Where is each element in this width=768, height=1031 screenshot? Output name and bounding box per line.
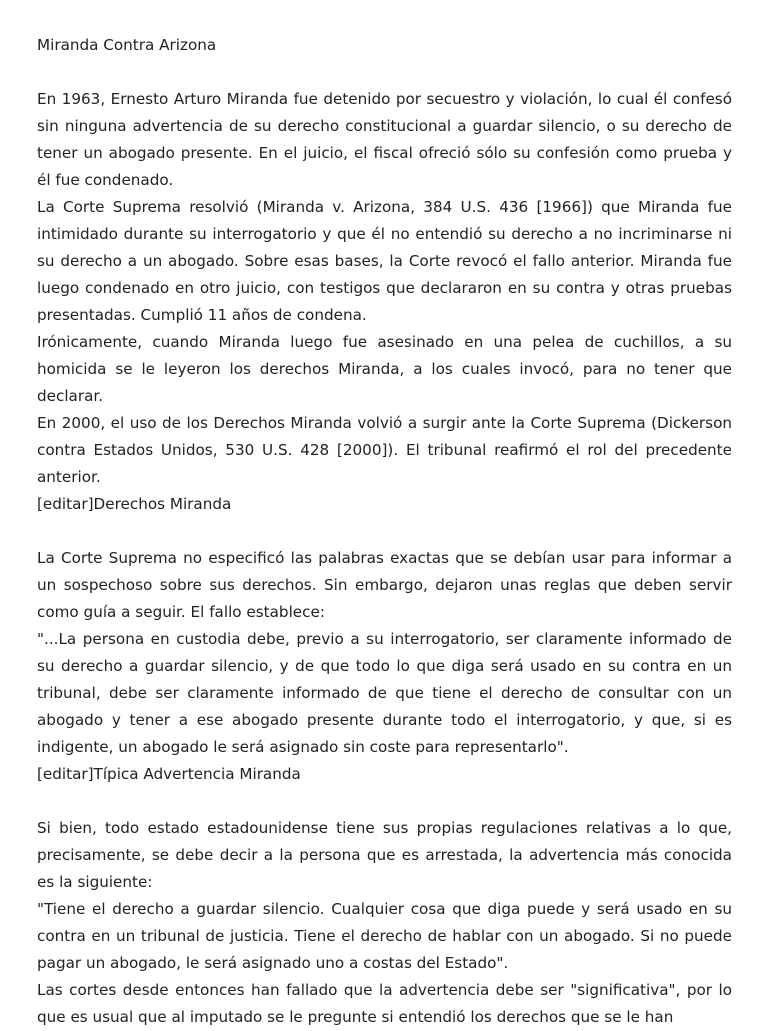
paragraph-meaningful-warning: Las cortes desde entonces han fallado que la advertencia debe ser "significativa", por lo que es usual que al imputado se le pregunte si entendió los derechos que se le han [37,981,732,1026]
paragraph-arrest: En 1963, Ernesto Arturo Miranda fue detenido por secuestro y violación, lo cual él confesó sin ninguna advertencia de su derecho constitucional a guardar silencio, o su derecho de tener un abogado presente. En el juicio, el fiscal ofreció sólo su confesión como prueba y él fue condenado. [37,90,732,189]
blank-line [37,788,732,815]
paragraph-state-regulations: Si bien, todo estado estadounidense tiene sus propias regulaciones relativas a lo que, precisamente, se debe decir a la persona que es arrestada, la advertencia más conocida es la siguiente: [37,819,732,891]
paragraph-warning-quote: "Tiene el derecho a guardar silencio. Cualquier cosa que diga puede y será usado en su contra en un tribunal de justicia. Tiene el derecho de hablar con un abogado. Si no puede pagar un abogado, le será asignado uno a costas del Estado". [37,900,732,972]
document-page [37,32,732,1031]
paragraph-supreme-court-ruling: La Corte Suprema resolvió (Miranda v. Arizona, 384 U.S. 436 [1966]) que Miranda fue intimidado durante su interrogatorio y que él no entendió su derecho a no incriminarse ni su derecho a un abogado. Sobre esas bases, la Corte revocó el fallo anterior. Miranda fue luego condenado en otro juicio, con testigos que declararon en su contra y otras pruebas presentadas. Cumplió 11 años de condena. [37,198,732,324]
blank-line [37,518,732,545]
paragraph-court-words: La Corte Suprema no especificó las palabras exactas que se debían usar para informar a un sospechoso sobre sus derechos. Sin embargo, dejaron unas reglas que deben servir como guía a seguir. El fallo establece: [37,549,732,621]
paragraph-dickerson: En 2000, el uso de los Derechos Miranda volvió a surgir ante la Corte Suprema (Dickerson contra Estados Unidos, 530 U.S. 428 [2000]). El tribunal reafirmó el rol del precedente anterior. [37,414,732,486]
document-title: Miranda Contra Arizona [37,36,217,54]
section-heading-derechos: [editar]Derechos Miranda [37,495,232,513]
paragraph-ruling-quote: "...La persona en custodia debe, previo a su interrogatorio, ser claramente informado de su derecho a guardar silencio, y de que todo lo que diga será usado en su contra en un tribunal, debe ser claramente informado de que tiene el derecho de consultar con un abogado y tener a ese abogado presente durante todo el interrogatorio, y que, si es indigente, un abogado le será asignado sin coste para representarlo". [37,630,732,756]
section-heading-advertencia: [editar]Típica Advertencia Miranda [37,765,301,783]
blank-line [37,59,732,86]
paragraph-ironically: Irónicamente, cuando Miranda luego fue asesinado en una pelea de cuchillos, a su homicida se le leyeron los derechos Miranda, a los cuales invocó, para no tener que declarar. [37,333,732,405]
